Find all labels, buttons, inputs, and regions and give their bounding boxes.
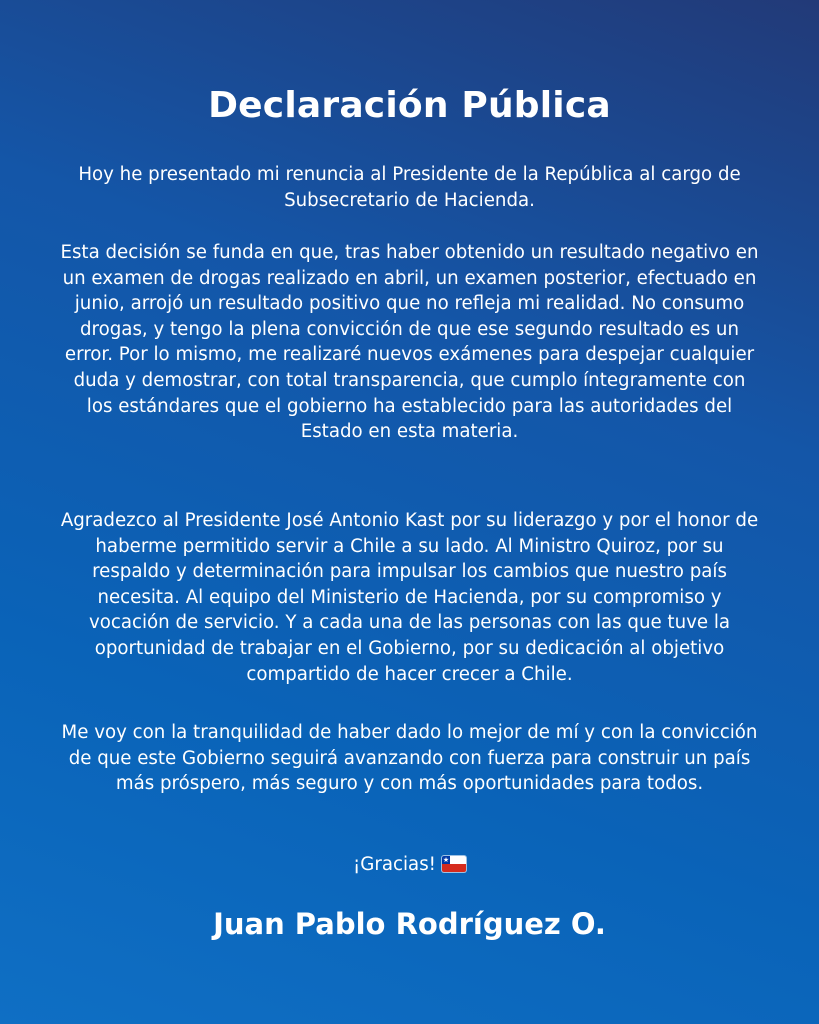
- statement-paragraph-acknowledgements: Agradezco al Presidente José Antonio Kast por su liderazgo y por el honor de haberme permitido servir a Chile a su lado. Al Ministro Quiroz, por su respaldo y determinación para impulsar los cambios que nuestro país necesita. Al equipo del Ministerio de Hacienda, por su compromiso y vocación de servicio. Y a cada una de las personas con las que tuve la oportunidad de trabajar en el Gobierno, por su dedicación al objetivo compartido de hacer crecer a Chile.: [60, 510, 759, 685]
- closing-line: [0, 852, 819, 878]
- statement-paragraph-reason: Esta decisión se funda en que, tras haber obtenido un resultado negativo en un examen de drogas realizado en abril, un examen posterior, efectuado en junio, arrojó un resultado positivo que no refleja mi realidad. No consumo drogas, y tengo la plena convicción de que ese segundo resultado es un error. Por lo mismo, me realizaré nuevos exámenes para despejar cualquier duda y demostrar, con total transparencia, que cumplo íntegramente con los estándares que el gobierno ha establecido para las autoridades del Estado en esta materia.: [60, 242, 759, 443]
- chile-flag-icon: ★: [442, 856, 466, 872]
- closing-text: ¡Gracias!: [353, 854, 436, 875]
- statement-paragraph-farewell: Me voy con la tranquilidad de haber dado lo mejor de mí y con la convicción de que este Gobierno seguirá avanzando con fuerza para construir un país más próspero, más seguro y con más oportunidades para todos.: [61, 722, 758, 795]
- signature: Juan Pablo Rodríguez O.: [213, 907, 606, 941]
- statement-paragraph-resignation: Hoy he presentado mi renuncia al Presidente de la República al cargo de Subsecretario de Hacienda.: [78, 164, 741, 211]
- statement-title: Declaración Pública: [208, 85, 611, 126]
